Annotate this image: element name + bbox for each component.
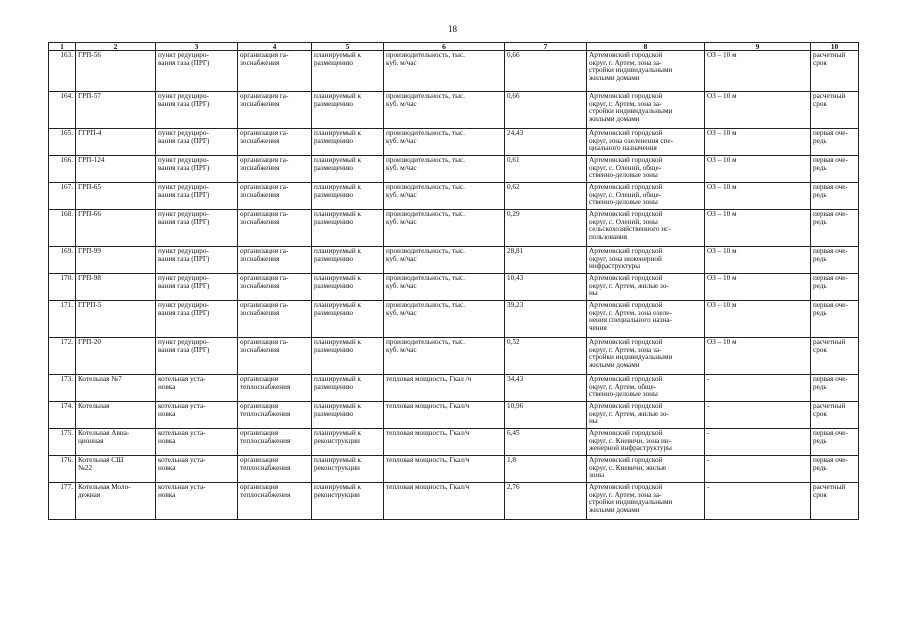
object-status: планируемый к размещению	[312, 274, 384, 301]
table-row	[49, 402, 859, 429]
object-purpose: организация теплоснабжения	[238, 402, 312, 429]
table-header-row	[49, 43, 859, 51]
object-type: пункт редуциро- вания газа (ПРГ)	[156, 51, 238, 92]
object-purpose: организация га- зоснабжения	[238, 156, 312, 183]
implementation-term: расчетный срок	[811, 51, 859, 92]
zone-with-special-conditions: ОЗ – 10 м	[705, 92, 811, 129]
row-number: 167.	[49, 183, 76, 210]
object-name: Котельная №7	[76, 375, 156, 402]
table-row	[49, 338, 859, 375]
object-location: Артемовский городской округ, с. Кневичи, жилые зоны	[587, 456, 705, 483]
column-header: 2	[76, 43, 156, 51]
object-status: планируемый к размещению	[312, 183, 384, 210]
characteristic-value: 34,43	[505, 375, 587, 402]
implementation-term: первая оче- редь	[811, 210, 859, 247]
characteristic-value: 6,45	[505, 429, 587, 456]
table-row	[49, 375, 859, 402]
characteristic-value: 28,81	[505, 247, 587, 274]
object-location: Артемовский городской округ, зона инженерной инфраструктуры	[587, 247, 705, 274]
implementation-term: первая оче- редь	[811, 247, 859, 274]
row-number: 177.	[49, 483, 76, 520]
object-status: планируемый к размещению	[312, 51, 384, 92]
object-purpose: организация теплоснабжения	[238, 375, 312, 402]
object-location: Артемовский городской округ, зона озеленения спе- циального назначения	[587, 129, 705, 156]
characteristic-name: тепловая мощность, Гкал /ч	[384, 375, 505, 402]
column-header: 9	[705, 43, 811, 51]
object-status: планируемый к размещению	[312, 247, 384, 274]
row-number: 176.	[49, 456, 76, 483]
object-status: планируемый к размещению	[312, 338, 384, 375]
characteristic-value: 0,62	[505, 183, 587, 210]
object-type: котельная уста- новка	[156, 375, 238, 402]
column-header: 7	[505, 43, 587, 51]
object-type: пункт редуциро- вания газа (ПРГ)	[156, 129, 238, 156]
object-location: Артемовский городской округ, г. Артем, зона за- стройки индивидуальными жилыми домами	[587, 92, 705, 129]
object-status: планируемый к размещению	[312, 402, 384, 429]
row-number: 165.	[49, 129, 76, 156]
object-type: котельная уста- новка	[156, 483, 238, 520]
characteristic-name: тепловая мощность, Гкал/ч	[384, 429, 505, 456]
facilities-table	[48, 42, 859, 520]
row-number: 172.	[49, 338, 76, 375]
object-name: ГРП-65	[76, 183, 156, 210]
object-purpose: организация га- зоснабжения	[238, 129, 312, 156]
characteristic-name: производительность, тыс. куб. м/час	[384, 129, 505, 156]
table-row	[49, 429, 859, 456]
column-header: 5	[312, 43, 384, 51]
table-row	[49, 183, 859, 210]
object-location: Артемовский городской округ, г. Артем, зона озеле- нения специального назна- чения	[587, 301, 705, 338]
row-number: 170.	[49, 274, 76, 301]
characteristic-name: производительность, тыс. куб. м/час	[384, 51, 505, 92]
object-name: Котельная Моло- дежная	[76, 483, 156, 520]
row-number: 175.	[49, 429, 76, 456]
object-status: планируемый к размещению	[312, 301, 384, 338]
zone-with-special-conditions: ОЗ – 10 м	[705, 183, 811, 210]
object-location: Артемовский городской округ, с. Олений, зоны сельскохозяйственного ис- пользования	[587, 210, 705, 247]
zone-with-special-conditions: ОЗ – 10 м	[705, 274, 811, 301]
characteristic-value: 10,43	[505, 274, 587, 301]
characteristic-name: производительность, тыс. куб. м/час	[384, 210, 505, 247]
table-row	[49, 456, 859, 483]
zone-with-special-conditions: -	[705, 375, 811, 402]
characteristic-name: производительность, тыс. куб. м/час	[384, 338, 505, 375]
table-row	[49, 129, 859, 156]
implementation-term: первая оче- редь	[811, 183, 859, 210]
object-location: Артемовский городской округ, г. Артем, зона за- стройки индивидуальными жилыми домами	[587, 483, 705, 520]
row-number: 169.	[49, 247, 76, 274]
table-row	[49, 51, 859, 92]
object-location: Артемовский городской округ, с. Кневичи, зона ин- женерной инфраструктуры	[587, 429, 705, 456]
table-row	[49, 301, 859, 338]
object-location: Артемовский городской округ, г. Артем, обще- ственно-деловые зоны	[587, 375, 705, 402]
implementation-term: расчетный срок	[811, 402, 859, 429]
characteristic-value: 0,52	[505, 338, 587, 375]
characteristic-value: 39,23	[505, 301, 587, 338]
table-row	[49, 92, 859, 129]
characteristic-value: 0,66	[505, 51, 587, 92]
object-name: ГРП-124	[76, 156, 156, 183]
implementation-term: первая оче- редь	[811, 375, 859, 402]
implementation-term: первая оче- редь	[811, 156, 859, 183]
implementation-term: первая оче- редь	[811, 429, 859, 456]
object-name: Котельная	[76, 402, 156, 429]
zone-with-special-conditions: ОЗ – 10 м	[705, 338, 811, 375]
zone-with-special-conditions: ОЗ – 10 м	[705, 129, 811, 156]
object-type: котельная уста- новка	[156, 456, 238, 483]
column-header: 8	[587, 43, 705, 51]
table-body	[49, 51, 859, 520]
characteristic-name: тепловая мощность, Гкал/ч	[384, 456, 505, 483]
zone-with-special-conditions: ОЗ – 10 м	[705, 51, 811, 92]
characteristic-name: производительность, тыс. куб. м/час	[384, 156, 505, 183]
object-purpose: организация га- зоснабжения	[238, 92, 312, 129]
row-number: 164.	[49, 92, 76, 129]
implementation-term: расчетный срок	[811, 92, 859, 129]
object-status: планируемый к размещению	[312, 375, 384, 402]
row-number: 168.	[49, 210, 76, 247]
object-name: ГГРП-4	[76, 129, 156, 156]
object-purpose: организация теплоснабжения	[238, 429, 312, 456]
characteristic-name: производительность, тыс. куб. м/час	[384, 183, 505, 210]
characteristic-name: производительность, тыс. куб. м/час	[384, 92, 505, 129]
zone-with-special-conditions: -	[705, 429, 811, 456]
object-type: пункт редуциро- вания газа (ПРГ)	[156, 274, 238, 301]
object-purpose: организация га- зоснабжения	[238, 183, 312, 210]
object-location: Артемовский городской округ, г. Артем, жилые зо- ны	[587, 274, 705, 301]
object-status: планируемый к размещению	[312, 156, 384, 183]
object-status: планируемый к размещению	[312, 92, 384, 129]
implementation-term: расчетный срок	[811, 483, 859, 520]
row-number: 163.	[49, 51, 76, 92]
object-location: Артемовский городской округ, г. Артем, зона за- стройки индивидуальными жилыми домами	[587, 51, 705, 92]
object-purpose: организация теплоснабжения	[238, 456, 312, 483]
characteristic-name: производительность, тыс. куб. м/час	[384, 274, 505, 301]
zone-with-special-conditions: ОЗ – 10 м	[705, 210, 811, 247]
object-type: пункт редуциро- вания газа (ПРГ)	[156, 92, 238, 129]
characteristic-value: 24,43	[505, 129, 587, 156]
characteristic-name: тепловая мощность, Гкал/ч	[384, 402, 505, 429]
object-purpose: организация теплоснабжения	[238, 483, 312, 520]
object-status: планируемый к реконструкции	[312, 456, 384, 483]
zone-with-special-conditions: -	[705, 402, 811, 429]
row-number: 173.	[49, 375, 76, 402]
characteristic-value: 0,66	[505, 92, 587, 129]
row-number: 174.	[49, 402, 76, 429]
object-type: пункт редуциро- вания газа (ПРГ)	[156, 301, 238, 338]
characteristic-name: производительность, тыс. куб. м/час	[384, 247, 505, 274]
object-location: Артемовский городской округ, с. Олений, обще- ственно-деловые зоны	[587, 156, 705, 183]
zone-with-special-conditions: ОЗ – 10 м	[705, 247, 811, 274]
object-status: планируемый к реконструкции	[312, 429, 384, 456]
characteristic-value: 10,96	[505, 402, 587, 429]
object-name: ГРП-57	[76, 92, 156, 129]
object-location: Артемовский городской округ, г. Артем, зона за- стройки индивидуальными жилыми домами	[587, 338, 705, 375]
zone-with-special-conditions: ОЗ – 10 м	[705, 156, 811, 183]
object-status: планируемый к размещению	[312, 210, 384, 247]
column-header: 1	[49, 43, 76, 51]
column-header: 6	[384, 43, 505, 51]
row-number: 166.	[49, 156, 76, 183]
characteristic-name: тепловая мощность, Гкал/ч	[384, 483, 505, 520]
object-name: ГРП-98	[76, 274, 156, 301]
object-name: Котельная СШ №22	[76, 456, 156, 483]
object-location: Артемовский городской округ, с. Олений, обще- ственно-деловые зоны	[587, 183, 705, 210]
page-number: 18	[448, 24, 457, 34]
object-purpose: организация га- зоснабжения	[238, 274, 312, 301]
object-type: котельная уста- новка	[156, 402, 238, 429]
column-header: 4	[238, 43, 312, 51]
row-number: 171.	[49, 301, 76, 338]
object-name: ГРП-66	[76, 210, 156, 247]
characteristic-value: 0,29	[505, 210, 587, 247]
object-name: ГРП-20	[76, 338, 156, 375]
table-row	[49, 156, 859, 183]
object-type: пункт редуциро- вания газа (ПРГ)	[156, 183, 238, 210]
object-location: Артемовский городской округ, г. Артем, жилые зо- ны	[587, 402, 705, 429]
object-name: Котельная Авиа- ционная	[76, 429, 156, 456]
object-name: ГРП-56	[76, 51, 156, 92]
characteristic-value: 1,8	[505, 456, 587, 483]
object-purpose: организация га- зоснабжения	[238, 51, 312, 92]
table-row	[49, 483, 859, 520]
table-row	[49, 247, 859, 274]
object-purpose: организация га- зоснабжения	[238, 210, 312, 247]
characteristic-value: 0,61	[505, 156, 587, 183]
object-name: ГРП-99	[76, 247, 156, 274]
object-type: котельная уста- новка	[156, 429, 238, 456]
characteristic-value: 2,76	[505, 483, 587, 520]
object-purpose: организация га- зоснабжения	[238, 301, 312, 338]
implementation-term: первая оче- редь	[811, 301, 859, 338]
implementation-term: расчетный срок	[811, 338, 859, 375]
object-type: пункт редуциро- вания газа (ПРГ)	[156, 156, 238, 183]
object-name: ГГРП-5	[76, 301, 156, 338]
column-header: 10	[811, 43, 859, 51]
table-row	[49, 210, 859, 247]
object-status: планируемый к реконструкции	[312, 483, 384, 520]
object-purpose: организация га- зоснабжения	[238, 247, 312, 274]
zone-with-special-conditions: -	[705, 483, 811, 520]
zone-with-special-conditions: ОЗ – 10 м	[705, 301, 811, 338]
column-header: 3	[156, 43, 238, 51]
implementation-term: первая оче- редь	[811, 274, 859, 301]
object-type: пункт редуциро- вания газа (ПРГ)	[156, 338, 238, 375]
object-type: пункт редуциро- вания газа (ПРГ)	[156, 247, 238, 274]
zone-with-special-conditions: -	[705, 456, 811, 483]
table-row	[49, 274, 859, 301]
object-status: планируемый к размещению	[312, 129, 384, 156]
implementation-term: первая оче- редь	[811, 129, 859, 156]
characteristic-name: производительность, тыс. куб. м/час	[384, 301, 505, 338]
object-type: пункт редуциро- вания газа (ПРГ)	[156, 210, 238, 247]
implementation-term: первая оче- редь	[811, 456, 859, 483]
object-purpose: организация га- зоснабжения	[238, 338, 312, 375]
